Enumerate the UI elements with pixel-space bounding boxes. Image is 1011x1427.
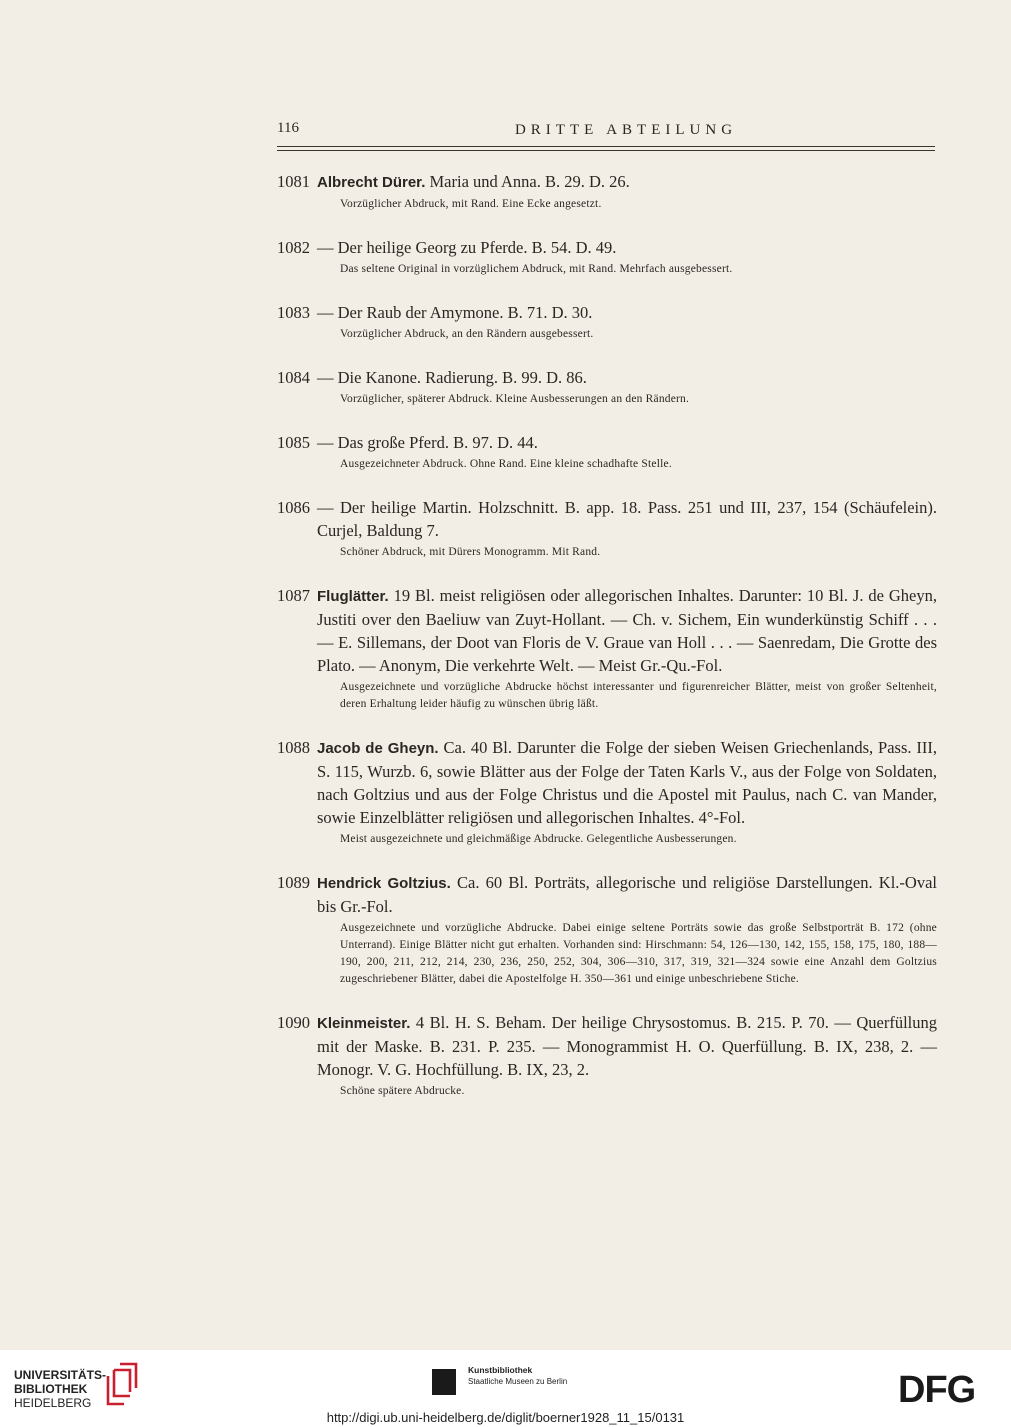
entry-title [277, 736, 937, 829]
entry-note: Ausgezeichneter Abdruck. Ohne Rand. Eine kleine schadhafte Stelle. [340, 458, 672, 470]
entry-artist: Kleinmeister. [317, 1015, 411, 1032]
entry-title [277, 431, 937, 454]
entry-note: Vorzüglicher Abdruck, an den Rändern ausgebessert. [340, 328, 594, 340]
entry-title [277, 1011, 937, 1081]
catalog-entry [277, 366, 937, 408]
header-rule-thin [277, 150, 935, 151]
entry-number: 1086 [277, 498, 310, 517]
entry-text: Ca. 60 Bl. Porträts, allegorische und religiöse Darstellungen. Kl.-Oval bis Gr.-Fol. [317, 873, 937, 916]
entry-number: 1085 [277, 433, 310, 452]
catalog-entry [277, 496, 937, 561]
entry-number: 1082 [277, 238, 310, 257]
entry-text: — Der heilige Georg zu Pferde. B. 54. D. 49. [317, 238, 617, 257]
entry-title [277, 366, 937, 389]
ub-line-3: HEIDELBERG [14, 1396, 92, 1410]
catalog-entry [277, 301, 937, 343]
entry-artist: Hendrick Goltzius. [317, 875, 451, 892]
entry-note: Schöne spätere Abdrucke. [340, 1085, 465, 1097]
entry-note: Ausgezeichnete und vorzügliche Abdrucke. Dabei einige seltene Porträts sowie das große Selbstporträt B. 172 (ohne Unterrand). Einige Blätter nicht gut erhalten. Vorhanden sind: Hirschmann: 54, 126—130, 142, 155, 158, 175, 180, 188—190, 200, 211, 212, 214, 230, 236, 250, 252, 304, 306—310, 317, 319, 321—324 sowie eine Anzahl dem Goltzius zugeschriebener Blätter, dabei die Apostelfolge H. 350—361 und einige unbeschriebene Stiche. [340, 922, 937, 985]
ub-heidelberg-logo-text[interactable] [14, 1368, 106, 1410]
ub-line-2: BIBLIOTHEK [14, 1382, 88, 1396]
catalog-entry [277, 1011, 937, 1100]
running-title: DRITTE ABTEILUNG [514, 122, 738, 138]
page-header [277, 120, 935, 144]
entry-number: 1081 [277, 172, 310, 191]
catalog-entries [277, 170, 937, 1123]
entry-note: Schöner Abdruck, mit Dürers Monogramm. Mit Rand. [340, 546, 601, 558]
entry-title [277, 584, 937, 677]
entry-note: Vorzüglicher Abdruck, mit Rand. Eine Ecke angesetzt. [340, 198, 602, 210]
entry-note: Vorzüglicher, späterer Abdruck. Kleine Ausbesserungen an den Rändern. [340, 393, 690, 405]
catalog-entry [277, 584, 937, 713]
entry-title [277, 236, 937, 259]
entry-title [277, 170, 937, 194]
entry-number: 1088 [277, 738, 310, 757]
catalog-entry [277, 236, 937, 278]
entry-title [277, 301, 937, 324]
kb-line-1: Kunstbibliothek [468, 1365, 533, 1375]
kb-line-2: Staatliche Museen zu Berlin [468, 1377, 568, 1386]
catalog-entry [277, 871, 937, 988]
entry-title [277, 871, 937, 918]
entry-text: — Der heilige Martin. Holzschnitt. B. app. 18. Pass. 251 und III, 237, 154 (Schäufelein). Curjel, Baldung 7. [317, 498, 937, 540]
entry-note: Das seltene Original in vorzüglichem Abdruck, mit Rand. Mehrfach ausgebessert. [340, 263, 733, 275]
entry-text: 4 Bl. H. S. Beham. Der heilige Chrysostomus. B. 215. P. 70. — Querfüllung mit der Maske. B. 231. P. 235. — Monogrammist H. O. Querfüllung. B. IX, 238, 2. — Monogr. V. G. Hochfüllung. B. IX, 23, 2. [317, 1013, 937, 1079]
entry-title [277, 496, 937, 542]
ub-heidelberg-logo-icon[interactable] [104, 1362, 140, 1408]
entry-artist: Jacob de Gheyn. [317, 740, 439, 757]
ub-line-1: UNIVERSITÄTS- [14, 1368, 107, 1382]
catalog-entry [277, 431, 937, 473]
entry-number: 1089 [277, 873, 310, 892]
permalink-url[interactable]: http://digi.ub.uni-heidelberg.de/diglit/boerner1928_11_15/0131 [326, 1410, 685, 1425]
catalog-entry [277, 170, 937, 213]
entry-text: 19 Bl. meist religiösen oder allegorischen Inhaltes. Darunter: 10 Bl. J. de Gheyn, Justiti over den Baeliuw van Zuyt-Hollant. — Ch. v. Sichem, Ein wunderkünstig Schiff . . . — E. Sillemans, der Doot van Floris de V. Graue van Holl . . . — Saenredam, Die Grotte des Plato. — Anonym, Die verkehrte Welt. — Meist Gr.-Qu.-Fol. [317, 586, 937, 675]
entry-text: Maria und Anna. B. 29. D. 26. [425, 172, 630, 191]
footer-bar [0, 1350, 1011, 1427]
entry-note: Ausgezeichnete und vorzügliche Abdrucke höchst interessanter und figurenreicher Blätter, meist von großer Seltenheit, deren Erhaltung leider häufig zu wünschen übrig läßt. [340, 681, 937, 710]
entry-text: Ca. 40 Bl. Darunter die Folge der sieben Weisen Griechenlands, Pass. III, S. 115, Wurzb. 6, sowie Blätter aus der Folge der Taten Karls V., aus der Folge von Soldaten, nach Goltzius und aus der Folge Christus und die Apostel mit Paulus, nach C. van Mander, sowie Einzelblätter religiösen und allegorischen Inhaltes. 4°-Fol. [317, 738, 937, 827]
entry-text: — Der Raub der Amymone. B. 71. D. 30. [317, 303, 593, 322]
catalog-entry [277, 736, 937, 848]
entry-note: Meist ausgezeichnete und gleichmäßige Abdrucke. Gelegentliche Ausbesserungen. [340, 833, 737, 845]
entry-artist: Fluglätter. [317, 588, 389, 605]
entry-text: — Die Kanone. Radierung. B. 99. D. 86. [317, 368, 587, 387]
entry-number: 1090 [277, 1013, 310, 1032]
page-number: 116 [277, 120, 299, 136]
kunstbibliothek-icon [432, 1369, 456, 1395]
entry-text: — Das große Pferd. B. 97. D. 44. [317, 433, 538, 452]
entry-number: 1084 [277, 368, 310, 387]
entry-artist: Albrecht Dürer. [317, 174, 426, 191]
header-rule-thick [277, 146, 935, 147]
dfg-logo[interactable]: DFG [898, 1369, 976, 1411]
entry-number: 1087 [277, 586, 310, 605]
entry-number: 1083 [277, 303, 310, 322]
